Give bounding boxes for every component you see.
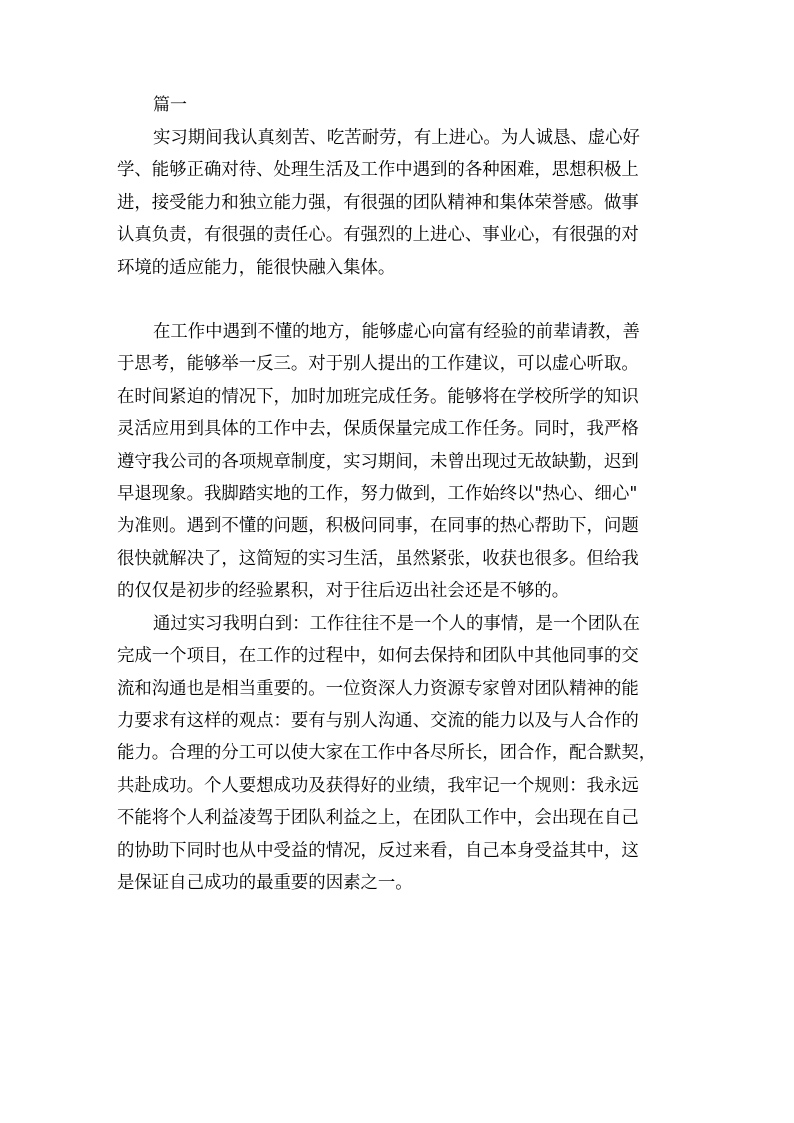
paragraph-line: 的仅仅是初步的经验累积，对于往后迈出社会还是不够的。 [117,581,570,602]
paragraph-line: 很快就解决了，这简短的实习生活，虽然紧张，收获也很多。但给我 [117,548,639,569]
paragraph-3 [117,608,683,900]
document-body [117,88,683,899]
paragraph-2 [117,316,683,608]
paragraph-line: 于思考，能够举一反三。对于别人提出的工作建议，可以虚心听取。 [117,354,639,375]
paragraph-line: 完成一个项目，在工作的过程中，如何去保持和团队中其他同事的交 [117,646,639,667]
paragraph-line: 不能将个人利益凌驾于团队利益之上，在团队工作中，会出现在自己 [117,808,639,829]
paragraph-line: 学、能够正确对待、处理生活及工作中遇到的各种困难，思想积极上 [117,160,639,181]
paragraph-line: 共赴成功。个人要想成功及获得好的业绩，我牢记一个规则：我永远 [117,775,639,796]
blank-line [117,284,683,316]
paragraph-line: 是保证自己成功的最重要的因素之一。 [117,872,413,893]
section-heading: 篇一 [153,95,187,115]
paragraph-line: 为准则。遇到不懂的问题，积极问同事，在同事的热心帮助下，问题 [117,516,639,537]
paragraph-line: 的协助下同时也从中受益的情况，反过来看，自己本身受益其中，这 [117,840,639,861]
paragraph-line: 认真负责，有很强的责任心。有强烈的上进心、事业心，有很强的对 [117,225,639,246]
paragraph-line: 在工作中遇到不懂的地方，能够虚心向富有经验的前辈请教，善 [153,322,640,343]
paragraph-1 [117,122,683,284]
paragraph-line: 灵活应用到具体的工作中去，保质保量完成工作任务。同时，我严格 [117,419,639,440]
paragraph-line: 进，接受能力和独立能力强，有很强的团队精神和集体荣誉感。做事 [117,192,639,213]
paragraph-line: 遵守我公司的各项规章制度，实习期间，未曾出现过无故缺勤，迟到 [117,451,639,472]
paragraph-line: 在时间紧迫的情况下，加时加班完成任务。能够将在学校所学的知识 [117,386,639,407]
paragraph-line: 力要求有这样的观点：要有与别人沟通、交流的能力以及与人合作的 [117,710,639,731]
paragraph-line: 实习期间我认真刻苦、吃苦耐劳，有上进心。为人诚恳、虚心好 [153,128,640,148]
paragraph-line: 早退现象。我脚踏实地的工作，努力做到，工作始终以"热心、细心" [117,484,638,505]
paragraph-line: 流和沟通也是相当重要的。一位资深人力资源专家曾对团队精神的能 [117,678,639,699]
paragraph-line: 通过实习我明白到：工作往往不是一个人的事情，是一个团队在 [153,613,640,634]
paragraph-line: 环境的适应能力，能很快融入集体。 [117,257,396,278]
paragraph-line: 能力。合理的分工可以使大家在工作中各尽所长，团合作，配合默契， [117,743,657,764]
